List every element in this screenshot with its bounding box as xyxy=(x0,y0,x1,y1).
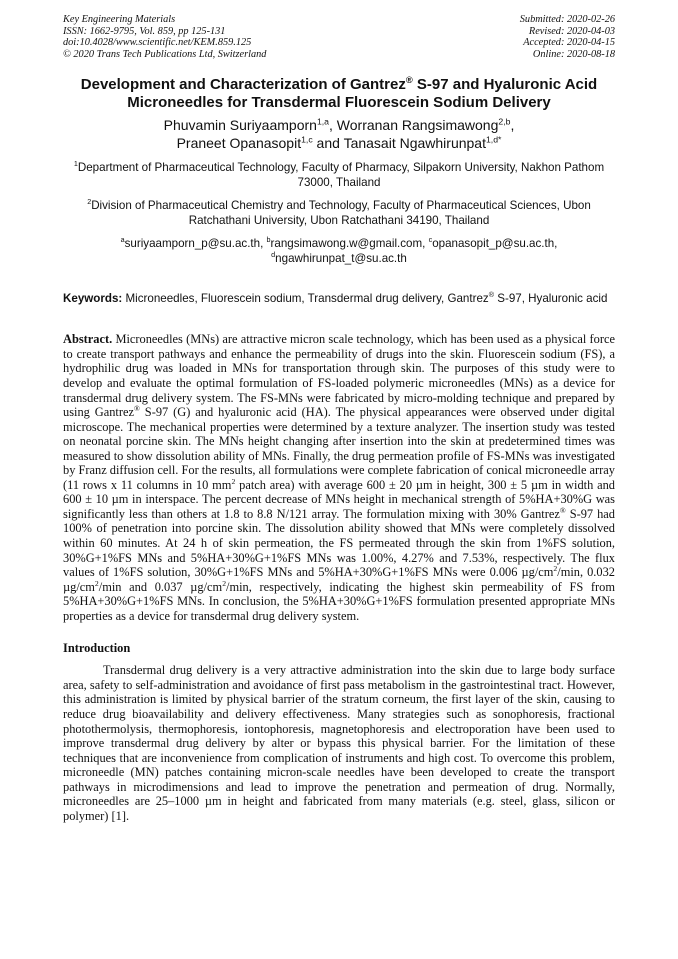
keywords-text-1: Microneedles, Fluorescein sodium, Transdermal drug delivery, Gantrez xyxy=(122,292,489,306)
affiliation-1-number: 1 xyxy=(73,159,78,169)
abstract-superscript-3: 2 xyxy=(94,578,99,588)
author-3-sup: 1,c xyxy=(301,134,313,145)
email-b-sup: b xyxy=(266,235,271,245)
abstract-superscript-2: 2 xyxy=(553,564,558,573)
abstract-text-7: /min, respectively, indicating the highest skin permeability of FS from 5%HA+30%G+1%FS MNs. In conclusion, the 5%HA+30%G+1%FS formulation presented appropriate MNs properties as a device for transdermal drug delivery system. xyxy=(63,579,615,623)
keywords xyxy=(63,291,615,306)
author-2-sup: 2,b xyxy=(498,116,511,127)
title-part1: Development and Characterization of Gantrez xyxy=(80,76,406,94)
keywords-label: Keywords: xyxy=(63,292,123,306)
revised-date: Revised: 2020-04-03 xyxy=(528,25,615,37)
date-info xyxy=(520,14,615,60)
email-d: ngawhirunpat_t@su.ac.th xyxy=(275,252,407,266)
abstract-superscript-1: 2 xyxy=(231,476,236,486)
copyright-line: © 2020 Trans Tech Publications Ltd, Switzerland xyxy=(63,48,267,60)
affiliation-2-number: 2 xyxy=(87,197,92,207)
abstract-registered-mark-2: ® xyxy=(559,505,566,515)
journal-name: Key Engineering Materials xyxy=(63,14,176,25)
affiliation-1 xyxy=(63,160,615,190)
email-c-sup: c xyxy=(428,235,433,245)
author-emails xyxy=(63,236,615,266)
publication-header xyxy=(63,14,615,60)
issn-line: ISSN: 1662-9795, Vol. 859, pp 125-131 xyxy=(63,25,226,37)
title-registered-mark: ® xyxy=(405,75,413,86)
affiliation-2 xyxy=(63,198,615,228)
abstract-label: Abstract. xyxy=(63,332,113,347)
introduction-paragraph: Transdermal drug delivery is a very attractive administration into the skin due to large body surface area, safety to self-administration and avoidance of first pass metabolism in the gastrointestinal tract. However, this administration is limited by physical barrier of the stratum corneum, the first layer of the skin, causing to reduce drug bioavailability and delivery effectiveness. Many strategies such as sonophoresis, fractional photothermolysis, thermophoresis, iontophoresis, magnetophoresis and electroporation have been used to improve transdermal drug delivery by alter or bypass this physical barrier. For the limitation of these techniques that are inconvenience from complication of instruments and high cost. To overcome this problem, microneedle (MN) patches containing micron-scale needles have been developed to create the transport pathways in microdimensions and lead to improve the penetration and permeation of drug. Normally, microneedles are 25–1000 µm in height and fabricated from many materials (e.g. steel, glass, silicon or polymer) [1]. xyxy=(63,663,615,823)
email-c: opanasopit_p@su.ac.th, xyxy=(432,237,558,251)
abstract-text-1: Microneedles (MNs) are attractive micron scale technology, which has been used as a physical force to create transport pathways and enhance the permeability of drugs into the skin. Fluorescein sodium (FS), a hydrophilic drug was loaded in MNs for transportation through skin. The purposes of this study were to develop and evaluate the optimal formulation of FS-loaded polymeric microneedles (MNs) as a device for transdermal drug delivery system. The FS-MNs were fabricated by micro-molding technique and prepared by using Gantrez xyxy=(63,332,615,420)
title-part2: S-97 and Hyaluronic Acid Microneedles for Transdermal Fluorescein Sodium Delivery xyxy=(127,76,598,112)
online-date: Online: 2020-08-18 xyxy=(532,48,615,60)
author-sep-2: , xyxy=(510,117,515,134)
email-b: rangsimawong.w@gmail.com, xyxy=(270,237,429,251)
introduction-heading: Introduction xyxy=(63,641,131,656)
email-a-sup: a xyxy=(120,235,125,245)
keywords-text-2: S-97, Hyaluronic acid xyxy=(494,292,608,306)
journal-info xyxy=(63,14,266,60)
affiliation-1-text: Department of Pharmaceutical Technology, Faculty of Pharmacy, Silpakorn University, Nakhon Pathom 73000, Thailand xyxy=(77,161,605,190)
abstract-text-3: patch area) with average 600 ± 20 µm in height, 300 ± 5 µm in width and 600 ± 10 µm in interspace. The percent decrease of MNs height in mechanical strength of 5%HA+30%G was significantly less than others at 1.8 to 8.8 N/121 array. The formulation mixing with 30% Gantrez xyxy=(63,477,616,521)
author-2: Worranan Rangsimawong xyxy=(336,117,499,134)
accepted-date: Accepted: 2020-04-15 xyxy=(523,37,615,49)
keywords-registered-mark: ® xyxy=(488,290,495,300)
paper-page xyxy=(63,14,615,823)
affiliation-2-text: Division of Pharmaceutical Chemistry and Technology, Faculty of Pharmaceutical Sciences, Ubon Ratchathani University, Ubon Ratchathani 34190, Thailand xyxy=(91,199,591,228)
abstract-text-5: /min, 0.032 µg/cm xyxy=(63,565,615,594)
email-a: suriyaamporn_p@su.ac.th, xyxy=(124,237,267,251)
author-sep-1: , xyxy=(329,117,337,134)
abstract-superscript-4: 2 xyxy=(222,578,227,588)
abstract-registered-mark-1: ® xyxy=(134,403,140,413)
abstract-text-6: /min and 0.037 µg/cm xyxy=(98,579,223,594)
author-4: Tanasait Ngawhirunpat xyxy=(343,135,486,152)
abstract-text-4: S-97 had 100% of penetration into porcine skin. The dissolution ability showed that MNs were completely dissolved within 60 minutes. At 24 h of skin permeation, the FS permeated through the skin from 1%FS solution, 30%G+1%FS MNs and 5%HA+30%G+1%FS MNs was 1.00%, 4.27% and 7.53%, respectively. The flux values of 1%FS solution, 30%G+1%FS MNs and 5%HA+30%G+1%FS MNs were 0.006 µg/cm xyxy=(63,506,615,580)
author-1-sup: 1,a xyxy=(316,116,329,127)
doi-line: doi:10.4028/www.scientific.net/KEM.859.125 xyxy=(63,37,252,49)
abstract xyxy=(63,332,615,623)
author-4-sup: 1,d* xyxy=(485,134,502,145)
submitted-date: Submitted: 2020-02-26 xyxy=(519,14,615,25)
author-1: Phuvamin Suriyaamporn xyxy=(163,117,317,134)
email-d-sup: d xyxy=(271,250,276,260)
author-sep-3: and xyxy=(312,135,344,152)
paper-title xyxy=(63,76,615,112)
author-3: Praneet Opanasopit xyxy=(176,135,302,152)
author-list xyxy=(63,116,615,152)
abstract-text-2: S-97 (G) and hyaluronic acid (HA). The physical appearances were observed under digital microscope. The mechanical properties were determined by a texture analyzer. The insertion study was tested on neonatal porcine skin. The MNs height changing after insertion into the skin at predetermined times was measured to show dissolution ability of MNs. Finally, the drug permeation profile of FS-MNs was investigated by Franz diffusion cell. For the results, all formulations were complete fabrication of conical microneedle array (11 rows x 11 columns in 10 mm xyxy=(63,405,615,492)
